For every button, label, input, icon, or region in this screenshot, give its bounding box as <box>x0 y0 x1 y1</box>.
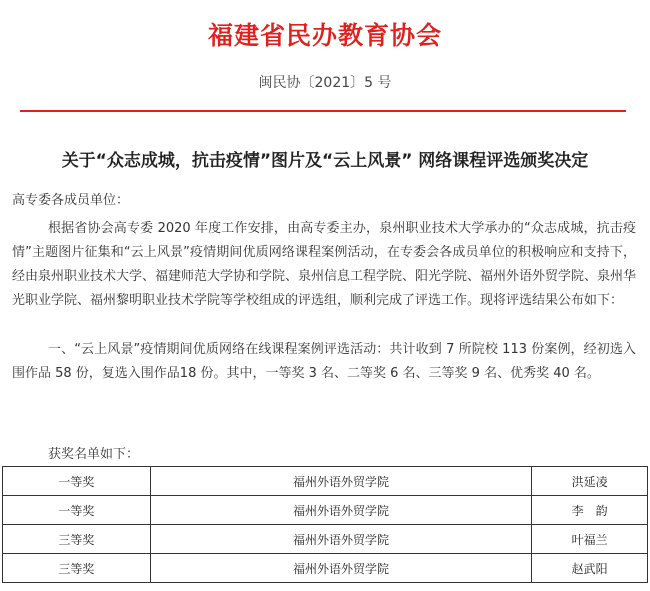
prize-cell: 一等奖 <box>3 467 151 496</box>
winner-name-cell: 叶福兰 <box>532 525 648 554</box>
body-paragraph-1: 根据省协会高专委 2020 年度工作安排，由高专委主办，泉州职业技术大学承办的“众志成城，抗击疫情”主题图片征集和“云上风景”疫情期间优质网络课程案例活动，在专委会各成员单位的积极响应和支持下，经由泉州职业技术大学、福建师范大学协和学院、泉州信息工程学院、阳光学院、福州外语外贸学院、泉州华光职业学院、福州黎明职业技术学院等学校组成的评选组，顺利完成了评选工作。现将评选结果公布如下： <box>12 221 637 308</box>
school-cell: 福州外语外贸学院 <box>150 554 531 583</box>
award-list-intro: 获奖名单如下： <box>48 447 140 462</box>
school-cell: 福州外语外贸学院 <box>150 467 531 496</box>
prize-cell: 三等奖 <box>3 554 151 583</box>
winner-name-cell: 李 韵 <box>532 496 648 525</box>
table-row <box>3 496 648 525</box>
school-cell: 福州外语外贸学院 <box>150 525 531 554</box>
document-number: 闽民协〔2021〕5 号 <box>258 75 392 91</box>
table-row <box>3 525 648 554</box>
prize-cell: 三等奖 <box>3 525 151 554</box>
winner-name-cell: 赵武阳 <box>532 554 648 583</box>
addressee: 高专委各成员单位： <box>12 193 130 208</box>
decision-title: 关于“众志成城，抗击疫情”图片及“云上风景” 网络课程评选颁奖决定 <box>61 151 589 171</box>
award-table <box>2 466 648 583</box>
red-divider-line <box>20 110 626 112</box>
prize-cell: 一等奖 <box>3 496 151 525</box>
body-paragraph-2: 一、“云上风景”疫情期间优质网络在线课程案例评选活动：共计收到 7 所院校 113 份案例，经初选入围作品 58 份，复选入围作品18 份。其中，一等奖 3 名、二等奖 6 名、三等奖 9 名、优秀奖 40 名。 <box>12 342 636 381</box>
winner-name-cell: 洪延凌 <box>532 467 648 496</box>
table-row <box>3 554 648 583</box>
school-cell: 福州外语外贸学院 <box>150 496 531 525</box>
table-row <box>3 467 648 496</box>
organization-title: 福建省民办教育协会 <box>207 21 442 50</box>
